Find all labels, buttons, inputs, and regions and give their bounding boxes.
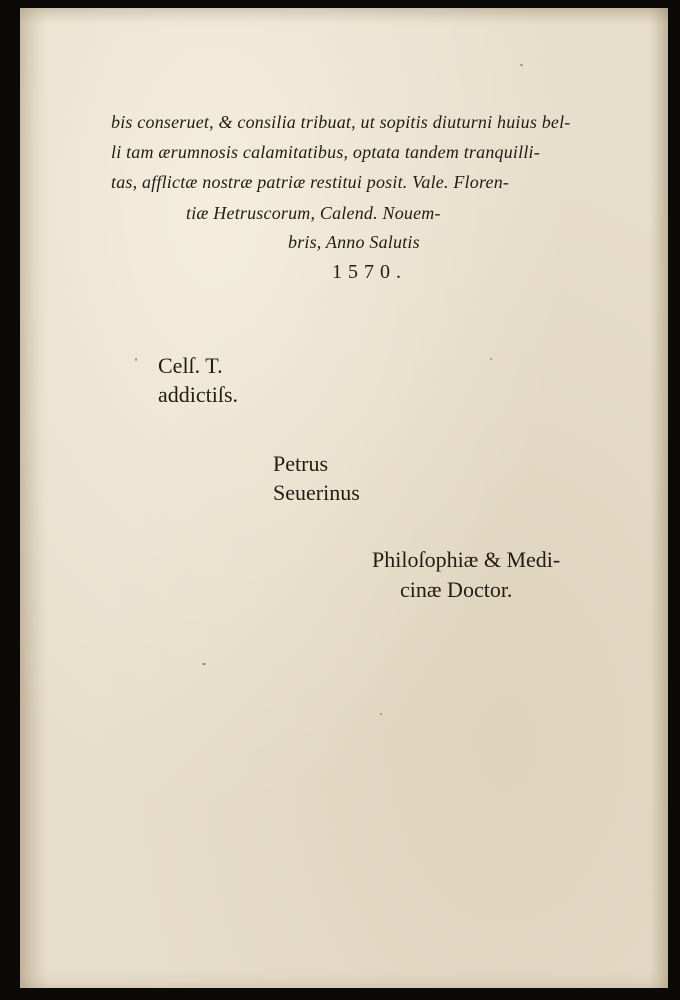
body-text-line-2: li tam ærumnosis calamitatibus, optata tandem tranquilli-: [111, 142, 540, 162]
paper-speck: [135, 358, 137, 361]
paper-speck: [202, 663, 206, 665]
book-page: [20, 8, 668, 988]
signer-name-line-2: Seuerinus: [273, 480, 360, 505]
signer-title-line-2: cinæ Doctor.: [400, 577, 513, 602]
signer-name-line-1: Petrus: [273, 451, 328, 476]
paper-speck: [490, 358, 492, 360]
year-line: 1570.: [332, 261, 407, 283]
body-text-line-5: bris, Anno Salutis: [288, 232, 420, 252]
paper-speck: [380, 713, 382, 715]
body-text-line-3: tas, afflictæ nostræ patriæ restitui posit. Vale. Floren-: [111, 172, 510, 192]
salutation-line-2: addictiſs.: [158, 382, 239, 407]
signer-title-line-1: Philoſophiæ & Medi-: [372, 547, 561, 572]
body-text-line-4: tiæ Hetruscorum, Calend. Nouem-: [186, 203, 441, 223]
salutation-line-1: Celſ. T.: [158, 353, 223, 378]
paper-speck: [520, 64, 523, 66]
body-text-line-1: bis conseruet, & consilia tribuat, ut sopitis diuturni huius bel-: [111, 112, 571, 132]
